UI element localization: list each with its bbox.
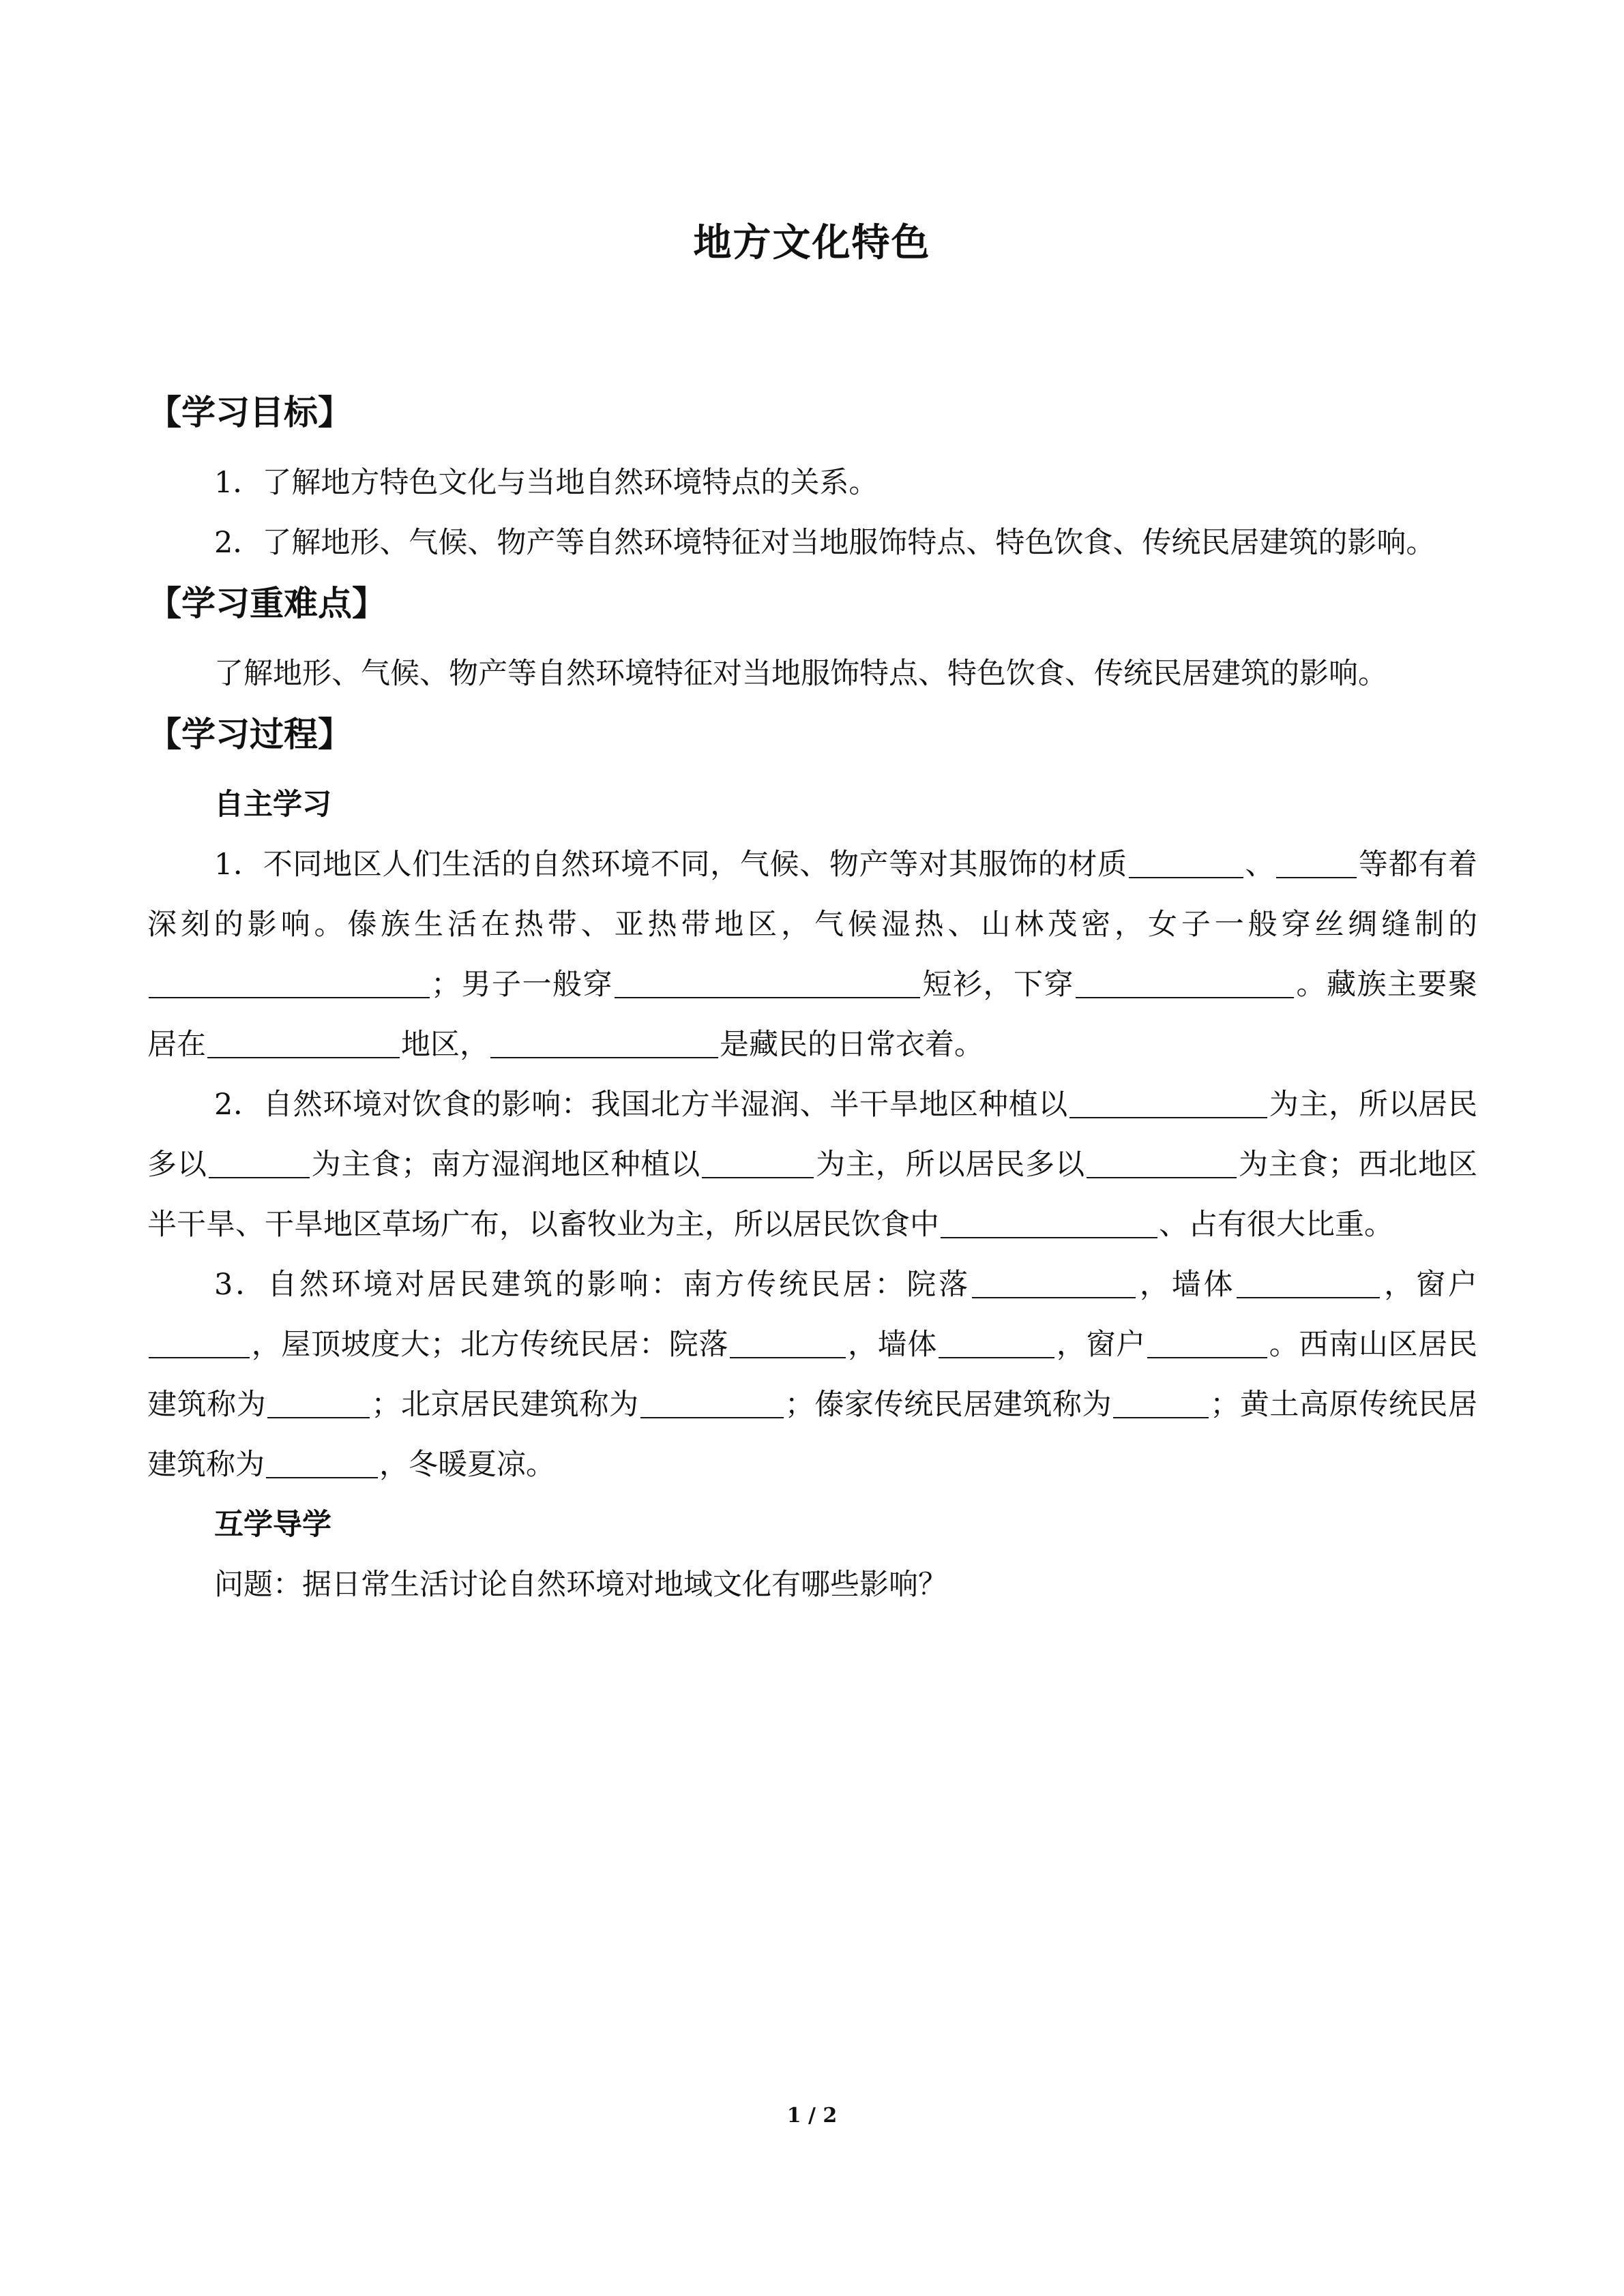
question-2-text: 2．自然环境对饮食的影响：我国北方半湿润、半干旱地区种植以	[214, 1088, 1069, 1122]
fill-blank[interactable]	[1069, 1086, 1267, 1118]
question-1-text: 1．不同地区人们生活的自然环境不同，气候、物产等对其服饰的材质	[214, 848, 1127, 882]
question-1-text: 是藏民的日常衣着。	[720, 1028, 984, 1062]
question-2-text: 为主食；南方湿润地区种植以	[310, 1148, 701, 1182]
fill-blank[interactable]	[149, 1326, 250, 1358]
question-3-text: ，窗户	[1056, 1328, 1146, 1362]
fill-blank[interactable]	[1276, 846, 1357, 878]
fill-blank[interactable]	[1237, 1266, 1380, 1298]
question-1-text: 。藏族主要聚居在	[147, 968, 1477, 1062]
question-1-text: 、	[1244, 848, 1275, 882]
fill-blank[interactable]	[1087, 1146, 1237, 1178]
fill-blank[interactable]	[640, 1386, 784, 1418]
question-1-text: ；男子一般穿	[431, 968, 613, 1002]
question-2-text: 、占有很大比重。	[1159, 1208, 1393, 1242]
subheading-mutual-study: 互学导学	[214, 1508, 331, 1542]
section-heading-process: 【学习过程】	[147, 715, 352, 754]
question-1-text: 地区，	[401, 1028, 489, 1062]
question-3-text: ，冬暖夏凉。	[379, 1448, 555, 1482]
question-2-text: 为主食；西北地区半干旱、干旱地区草场广布，以畜牧业为主，所以居民饮食中	[147, 1148, 1478, 1242]
question-3-text: ，屋顶坡度大；北方传统民居：院落	[251, 1328, 729, 1362]
discussion-question: 问题：据日常生活讨论自然环境对地域文化有哪些影响？	[214, 1568, 947, 1602]
section-heading-objectives: 【学习目标】	[147, 393, 352, 432]
fill-blank[interactable]	[149, 966, 430, 998]
question-3-text: ；北京居民建筑称为	[371, 1388, 639, 1422]
fill-blank[interactable]	[1076, 966, 1294, 998]
question-3-text: 。西南山区居民建筑称为	[147, 1328, 1477, 1422]
fill-blank[interactable]	[266, 1446, 378, 1478]
fill-blank[interactable]	[730, 1326, 846, 1358]
fill-blank[interactable]	[941, 1206, 1157, 1238]
question-2	[147, 1075, 1477, 1255]
fill-blank[interactable]	[209, 1146, 310, 1178]
question-3-text: ，墙体	[847, 1328, 938, 1362]
subheading-self-study: 自主学习	[214, 788, 331, 822]
question-3-text: ，窗户	[1381, 1268, 1477, 1302]
section-heading-keypoints: 【学习重难点】	[147, 584, 386, 623]
fill-blank[interactable]	[207, 1026, 400, 1058]
question-2-text: 为主，所以居民多以	[815, 1148, 1085, 1182]
fill-blank[interactable]	[702, 1146, 814, 1178]
keypoints-text: 了解地形、气候、物产等自然环境特征对当地服饰特点、特色饮食、传统民居建筑的影响。	[214, 657, 1387, 691]
question-3-text: 3．自然环境对居民建筑的影响：南方传统民居：院落	[214, 1268, 971, 1302]
question-3-text: ，墙体	[1136, 1268, 1236, 1302]
question-3	[147, 1255, 1477, 1495]
fill-blank[interactable]	[490, 1026, 718, 1058]
fill-blank[interactable]	[1129, 846, 1243, 878]
fill-blank[interactable]	[1147, 1326, 1267, 1358]
document-body	[147, 382, 1477, 1615]
fill-blank[interactable]	[267, 1386, 370, 1418]
question-1-text: 等都有着深刻的影响。傣族生活在热带、亚热带地区，气候湿热、山林茂密，女子一般穿丝绸缝制的	[147, 848, 1478, 942]
fill-blank[interactable]	[939, 1326, 1054, 1358]
question-3-text: ；傣家传统民居建筑称为	[784, 1388, 1112, 1422]
question-3-text: ；黄土高原传统民居建筑称为	[147, 1388, 1477, 1482]
question-1-text: 短衫，下穿	[921, 968, 1074, 1002]
objective-item-2: 2．了解地形、气候、物产等自然环境特征对当地服饰特点、特色饮食、传统民居建筑的影响。	[214, 526, 1436, 560]
question-2-text: 为主，所以居民多以	[147, 1088, 1478, 1182]
fill-blank[interactable]	[1113, 1386, 1209, 1418]
fill-blank[interactable]	[972, 1266, 1136, 1298]
fill-blank[interactable]	[615, 966, 920, 998]
page-number: 1 / 2	[786, 2104, 838, 2128]
question-1	[147, 835, 1477, 1075]
page-title: 地方文化特色	[693, 221, 931, 265]
objective-item-1: 1．了解地方特色文化与当地自然环境特点的关系。	[214, 466, 879, 500]
